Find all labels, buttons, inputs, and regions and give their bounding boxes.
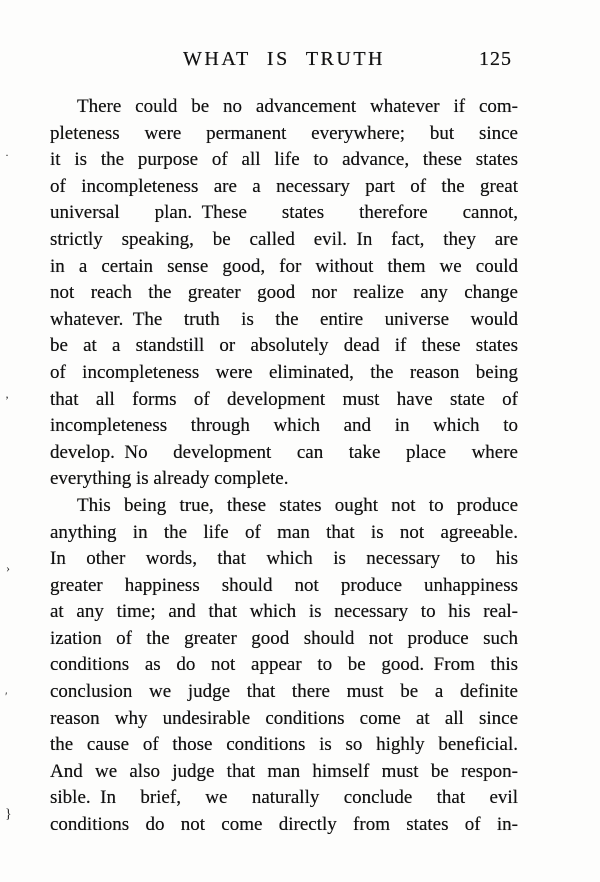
text-line: the cause of those conditions is so highly beneficial. bbox=[50, 734, 518, 756]
text-line: pleteness were permanent everywhere; but since bbox=[50, 122, 518, 144]
text-line: of incompleteness were eliminated, the reason being bbox=[50, 361, 518, 383]
text-line: incompleteness through which and in which to bbox=[50, 415, 518, 437]
text-line: In other words, that which is necessary to his bbox=[50, 548, 518, 570]
text-line: be at a standstill or absolutely dead if these states bbox=[50, 335, 518, 357]
margin-mark-2: ’ bbox=[5, 393, 9, 407]
page-body bbox=[50, 94, 518, 839]
text-line: reason why undesirable conditions come at all since bbox=[50, 707, 518, 729]
page-header bbox=[50, 48, 518, 74]
page-title: WHAT IS TRUTH bbox=[183, 48, 385, 70]
text-line: conditions do not come directly from states of in- bbox=[50, 814, 518, 836]
text-line: ization of the greater good should not produce such bbox=[50, 627, 518, 649]
margin-mark-4: ′ bbox=[5, 689, 8, 703]
margin-mark-3: › bbox=[6, 561, 10, 575]
margin-mark-5: } bbox=[5, 807, 12, 822]
text-line: of incompleteness are a necessary part of the great bbox=[50, 175, 518, 197]
text-line: strictly speaking, be called evil. In fact, they are bbox=[50, 228, 518, 250]
margin-mark-1: · bbox=[5, 148, 9, 162]
text-line: anything in the life of man that is not agreeable. bbox=[50, 521, 518, 543]
text-line: And we also judge that man himself must be respon- bbox=[50, 760, 518, 782]
text-line: universal plan. These states therefore cannot, bbox=[50, 202, 518, 224]
text-line: sible. In brief, we naturally conclude that evil bbox=[50, 787, 518, 809]
text-line: greater happiness should not produce unhappiness bbox=[50, 574, 518, 596]
text-line: it is the purpose of all life to advance, these states bbox=[50, 149, 518, 171]
text-line: everything is already complete. bbox=[50, 468, 289, 490]
text-line: conditions as do not appear to be good. From this bbox=[50, 654, 518, 676]
text-line: at any time; and that which is necessary to his real- bbox=[50, 601, 518, 623]
text-line: in a certain sense good, for without them we could bbox=[50, 255, 518, 277]
text-line: conclusion we judge that there must be a definite bbox=[50, 681, 518, 703]
text-line: develop. No development can take place where bbox=[50, 441, 518, 463]
text-line: This being true, these states ought not to produce bbox=[77, 494, 518, 516]
text-line: whatever. The truth is the entire universe would bbox=[50, 308, 518, 330]
text-line: There could be no advancement whatever if com- bbox=[77, 96, 518, 117]
page-content bbox=[50, 48, 518, 839]
page-number: 125 bbox=[479, 48, 512, 70]
text-line: not reach the greater good nor realize any change bbox=[50, 282, 518, 304]
text-line: that all forms of development must have state of bbox=[50, 388, 518, 410]
